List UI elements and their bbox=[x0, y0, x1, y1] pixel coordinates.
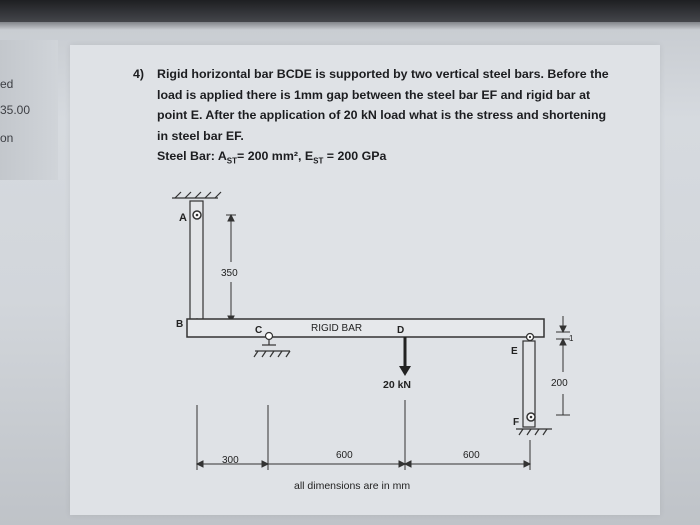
dim-gap-value: 1 bbox=[569, 334, 574, 343]
label-a: A bbox=[179, 212, 187, 224]
dim-bc-value: 300 bbox=[222, 455, 239, 466]
label-c: C bbox=[255, 325, 263, 336]
problem-line-4: in steel bar EF. bbox=[157, 128, 244, 143]
dimension-footnote: all dimensions are in mm bbox=[294, 480, 411, 492]
problem-line-2: load is applied there is 1mm gap between the steel bar EF and rigid bar at bbox=[157, 87, 591, 102]
dim-cd-value: 600 bbox=[336, 450, 353, 461]
steel-properties: Steel Bar: $A_{ST}= 200$ mm², $E_{ST} = 200$ GPa bbox=[157, 149, 387, 166]
label-b: B bbox=[176, 319, 184, 330]
sidebar-item-3: on bbox=[0, 131, 14, 145]
rigid-bar bbox=[187, 319, 544, 337]
bottom-support bbox=[516, 429, 552, 435]
dim-ab-value: 350 bbox=[221, 268, 238, 279]
label-e: E bbox=[511, 346, 518, 357]
load-label: 20 kN bbox=[383, 379, 412, 391]
rigid-bar-label: RIGID BAR bbox=[311, 323, 363, 334]
bottom-dimensions bbox=[197, 400, 530, 470]
top-support bbox=[172, 192, 221, 198]
problem-line-3: point E. After the application of 20 kN load what is the stress and shortening bbox=[157, 108, 607, 122]
problem-number: 4) bbox=[133, 67, 145, 81]
dim-de-value: 600 bbox=[463, 450, 480, 461]
sidebar-item-1: ed bbox=[0, 77, 14, 91]
dim-ef-value: 200 bbox=[551, 378, 568, 389]
problem-line-1: Rigid horizontal bar BCDE is supported by two vertical steel bars. Before the bbox=[157, 67, 609, 81]
label-d: D bbox=[397, 325, 405, 336]
dimension-gap bbox=[556, 316, 570, 352]
label-f: F bbox=[513, 417, 520, 428]
load-arrow bbox=[399, 337, 411, 376]
sidebar-item-2: 35.00 bbox=[0, 103, 31, 117]
